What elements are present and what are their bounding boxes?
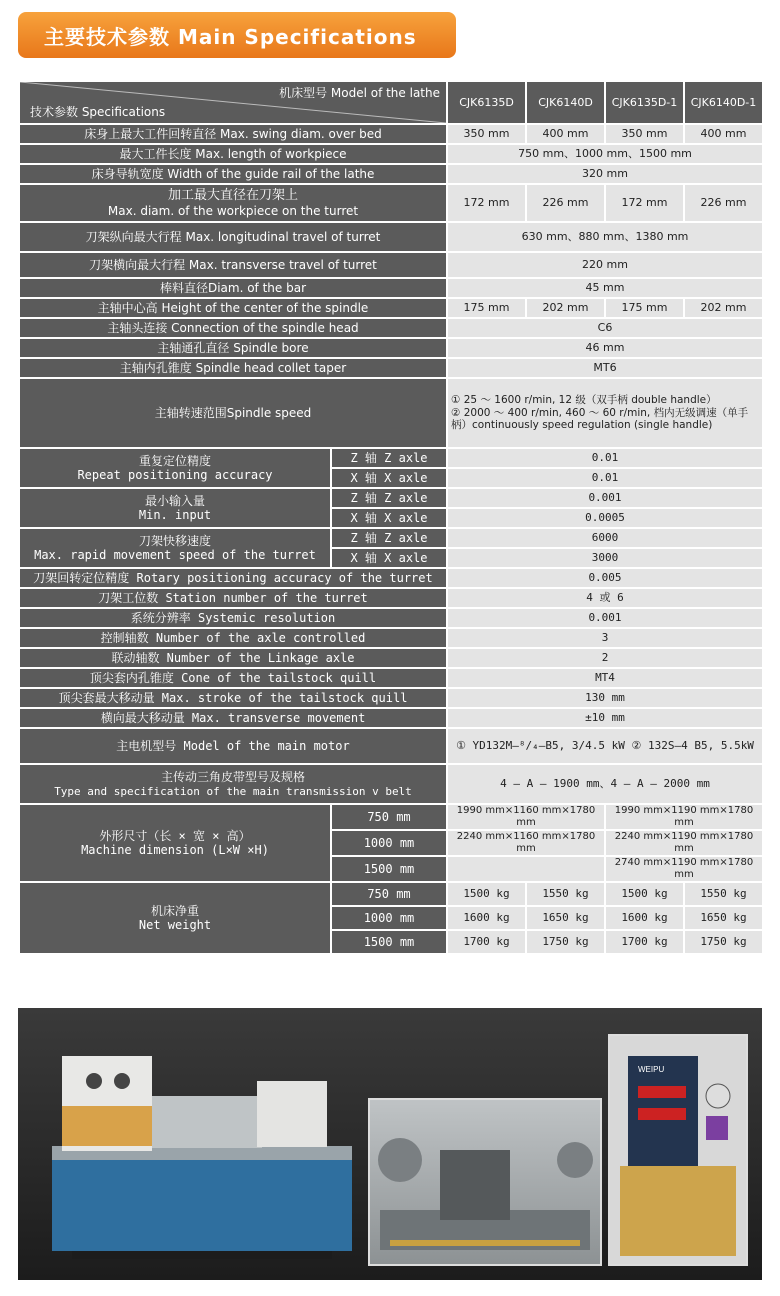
cell-value: 0.0005 [448,509,762,527]
cell-value: ±10 mm [448,709,762,727]
cell-value: MT4 [448,669,762,687]
cell-value: 0.01 [448,469,762,487]
cell-value: MT6 [448,359,762,377]
axis-label: Z 轴 Z axle [332,489,446,507]
cell-value: 1990 mm×1190 mm×1780 mm [606,805,762,829]
row-label-cn: 刀架快移速度 [138,533,211,548]
row-label [20,529,330,567]
cell-value: 320 mm [448,165,762,183]
product-photos [18,1008,762,1280]
row-label-cn: 机床净重 [150,903,199,918]
lubrication-pump-photo [608,1034,748,1266]
cell-value: 202 mm [685,299,762,317]
row-label: 棒料直径Diam. of the bar [20,279,446,297]
row-label: 联动轴数 Number of the Linkage axle [20,649,446,667]
cell-value: 1500 kg [448,883,525,905]
axis-label: X 轴 X axle [332,509,446,527]
cell-value: 2240 mm×1160 mm×1780 mm [448,831,604,855]
cell-value: 350 mm [448,125,525,143]
row-label: 控制轴数 Number of the axle controlled [20,629,446,647]
cell-value: 3 [448,629,762,647]
cell-value: 1750 kg [527,931,604,953]
cell-value: 400 mm [685,125,762,143]
row-label: 床身导轨宽度 Width of the guide rail of the lathe [20,165,446,183]
cell-value: 1650 kg [685,907,762,929]
axis-label: X 轴 X axle [332,549,446,567]
row-label: 床身上最大工件回转直径 Max. swing diam. over bed [20,125,446,143]
cell-value: 1990 mm×1160 mm×1780 mm [448,805,604,829]
model-header: CJK6140D [527,82,604,123]
spec-table [18,80,764,955]
header-diagonal-cell [20,82,446,123]
chuck-photo [368,1098,602,1266]
cell-value: 1700 kg [606,931,683,953]
row-label: 主轴内孔锥度 Spindle head collet taper [20,359,446,377]
row-label: 刀架横向最大行程 Max. transverse travel of turret [20,253,446,277]
row-label: 顶尖套最大移动量 Max. stroke of the tailstock quill [20,689,446,707]
cell-value: 172 mm [448,185,525,221]
row-label: 主轴转速范围Spindle speed [20,379,446,447]
cell-value: 220 mm [448,253,762,277]
row-label: 刀架纵向最大行程 Max. longitudinal travel of turret [20,223,446,251]
cell-value: 0.01 [448,449,762,467]
cell-value: 1550 kg [685,883,762,905]
cell-value [448,857,604,881]
row-label-cn: 主传动三角皮带型号及规格 [160,770,305,785]
row-label-en: Net weight [138,918,212,932]
cell-value: 1700 kg [448,931,525,953]
speed-line-1: ① 25 ～ 1600 r/min, 12 级（双手柄 double handle） [451,394,717,407]
cell-value: 2740 mm×1190 mm×1780 mm [606,857,762,881]
row-label [20,765,446,803]
cell-value: 172 mm [606,185,683,221]
cell-value [448,379,762,447]
cell-value: 400 mm [527,125,604,143]
row-label: 主轴头连接 Connection of the spindle head [20,319,446,337]
cell-value: 4 — A — 1900 mm、4 — A — 2000 mm [448,765,762,803]
row-label-en: Min. input [138,508,212,522]
model-header-label: 机床型号 Model of the lathe [279,86,440,100]
row-label-en: Type and specification of the main transmission v belt [54,784,412,798]
cell-value: 226 mm [527,185,604,221]
axis-label: Z 轴 Z axle [332,449,446,467]
row-label [20,805,330,881]
cell-value: 130 mm [448,689,762,707]
row-label-cn: 加工最大直径在刀架上 [167,188,298,203]
axis-label: Z 轴 Z axle [332,529,446,547]
cell-value: 0.005 [448,569,762,587]
cell-value: 202 mm [527,299,604,317]
spec-header-label: 技术参数 Specifications [30,104,166,119]
row-label: 系统分辨率 Systemic resolution [20,609,446,627]
model-header: CJK6140D-1 [685,82,762,123]
section-title: 主要技术参数 Main Specifications [18,12,456,58]
cell-value: 3000 [448,549,762,567]
row-label: 横向最大移动量 Max. transverse movement [20,709,446,727]
cell-value: 45 mm [448,279,762,297]
cell-value: 1500 kg [606,883,683,905]
size-label: 1000 mm [332,907,446,929]
cell-value: 1600 kg [606,907,683,929]
row-label-en: Max. rapid movement speed of the turret [34,548,316,562]
row-label: 顶尖套内孔锥度 Cone of the tailstock quill [20,669,446,687]
cell-value: 175 mm [606,299,683,317]
lube-brand-text: WEIPU [638,1065,665,1074]
row-label: 主轴通孔直径 Spindle bore [20,339,446,357]
model-header: CJK6135D-1 [606,82,683,123]
cell-value: 1650 kg [527,907,604,929]
row-label: 主电机型号 Model of the main motor [20,729,446,763]
cell-value: 1750 kg [685,931,762,953]
row-label-cn: 外形尺寸（长 × 宽 × 高） [99,828,251,843]
row-label-cn: 重复定位精度 [138,453,211,468]
row-label [20,185,446,221]
row-label [20,449,330,487]
row-label-en: Repeat positioning accuracy [77,468,273,482]
axis-label: X 轴 X axle [332,469,446,487]
model-header: CJK6135D [448,82,525,123]
cell-value: 2240 mm×1190 mm×1780 mm [606,831,762,855]
cell-value: 2 [448,649,762,667]
cell-value: 46 mm [448,339,762,357]
speed-line-2: ② 2000 ～ 400 r/min, 460 ～ 60 r/min, 档内无级调速（单手柄）continuously speed regulation (single handle) [451,406,749,432]
cell-value: ① YD132M—⁸/₄—B5, 3/4.5 kW ② 132S—4 B5, 5.5kW [448,729,762,763]
cell-value: C6 [448,319,762,337]
row-label [20,883,330,953]
row-label-cn: 最小输入量 [144,493,205,508]
lathe-illustration [32,1026,372,1266]
size-label: 750 mm [332,883,446,905]
row-label: 主轴中心高 Height of the center of the spindle [20,299,446,317]
row-label [20,489,330,527]
cell-value: 4 或 6 [448,589,762,607]
cell-value: 630 mm、880 mm、1380 mm [448,223,762,251]
row-label-en: Machine dimension (L×W ×H) [81,843,269,857]
cell-value: 1550 kg [527,883,604,905]
row-label: 最大工件长度 Max. length of workpiece [20,145,446,163]
row-label: 刀架回转定位精度 Rotary positioning accuracy of the turret [20,569,446,587]
size-label: 750 mm [332,805,446,829]
cell-value: 0.001 [448,609,762,627]
cell-value: 750 mm、1000 mm、1500 mm [448,145,762,163]
cell-value: 6000 [448,529,762,547]
cell-value: 175 mm [448,299,525,317]
row-label: 刀架工位数 Station number of the turret [20,589,446,607]
cell-value: 1600 kg [448,907,525,929]
cell-value: 350 mm [606,125,683,143]
cell-value: 0.001 [448,489,762,507]
cell-value: 226 mm [685,185,762,221]
size-label: 1000 mm [332,831,446,855]
row-label-en: Max. diam. of the workpiece on the turret [107,203,359,218]
size-label: 1500 mm [332,857,446,881]
size-label: 1500 mm [332,931,446,953]
